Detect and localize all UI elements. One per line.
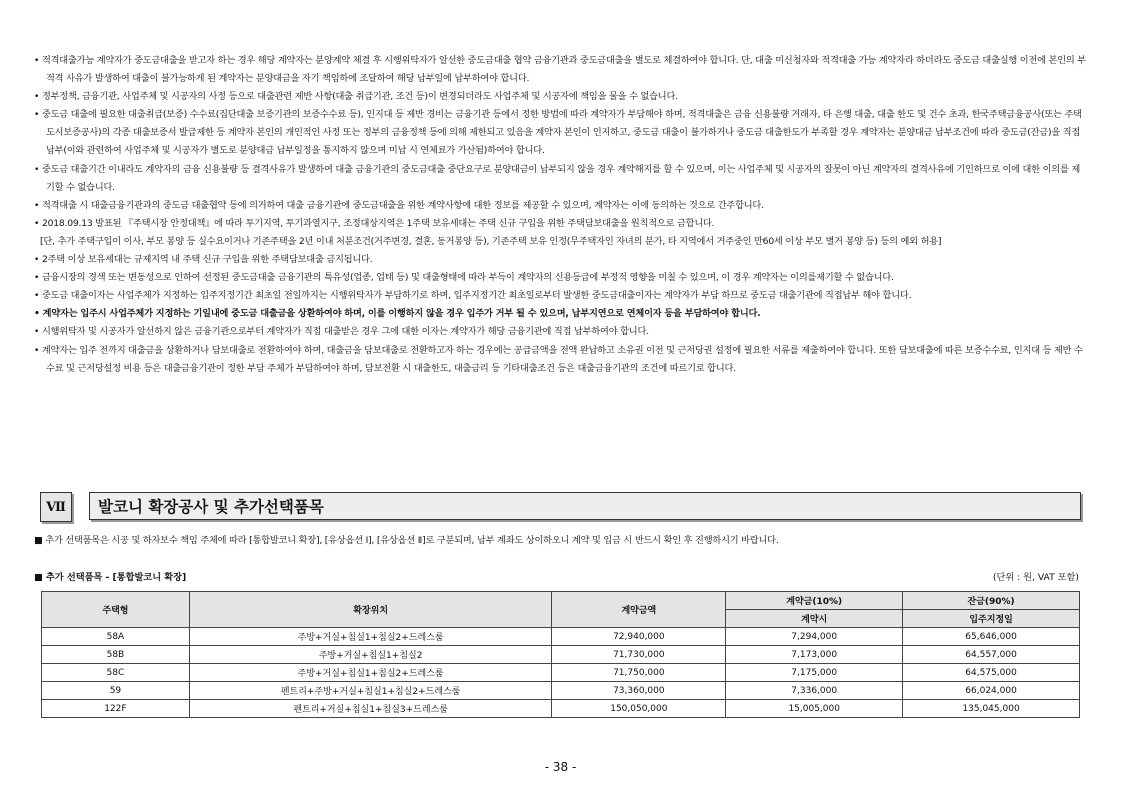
col-header-type: 주택형 bbox=[42, 592, 190, 628]
unit-label: (단위 : 원, VAT 포함) bbox=[992, 572, 1079, 583]
table-cell: 71,730,000 bbox=[552, 646, 726, 664]
table-cell: 7,173,000 bbox=[726, 646, 903, 664]
col-subheader-deposit: 계약시 bbox=[726, 610, 903, 628]
notice-item: • 시행위탁자 및 시공자가 알선하지 않은 금융기관으로부터 계약자가 직접 대출받은 경우 그에 대한 이자는 계약자가 해당 금융기관에 직접 납부하여야 합니다. bbox=[34, 326, 649, 338]
notice-item: • 2주택 이상 보유세대는 규제지역 내 주택 신규 구입을 위한 주택담보대출 금지됩니다. bbox=[34, 254, 373, 266]
notice-item: • 계약자는 입주 전까지 대출금을 상환하거나 담보대출로 전환하여야 하며, 대출금을 담보대출로 전환하고자 하는 경우에는 공급금액을 전액 완납하고 소유권 이전 및 근저당권 설정에 필요한 서류를 제출하여야 합니다. 또한 담보대출에 따른 보증수수료, 인지대 등 제반 수수료 및 근저당설정 비용 등은 대출금융기관이 정한 부담 주체가 부담하여야 하며, 담보전환 시 대출한도, 대출금리 등 기타대출조건 등은 대출금융기관의 조건에 따르기로 합니다. bbox=[34, 344, 1083, 374]
table-cell: 58A bbox=[42, 628, 190, 646]
notice-item-emphasis: • 계약자는 입주시 사업주체가 지정하는 기일내에 중도금 대출금을 상환하여야 하며, 이를 이행하지 않을 경우 입주가 거부 될 수 있으며, 납부지연으로 연체이자 등을 부담하여야 합니다. bbox=[34, 308, 761, 320]
table-cell: 58B bbox=[42, 646, 190, 664]
notice-item-exception: [단, 추가 주택구입이 이사, 부모 봉양 등 실수요이거나 기존주택을 2년 이내 처분조건(거주변경, 결혼, 동거봉양 등), 기존주택 보유 인정(무주택자인 자녀의 분가, 타 지역에서 거주중인 만60세 이상 부모 별거 봉양 등) 등의 예외 허용] bbox=[40, 235, 942, 247]
notice-item: • 적격대출 시 대출금융기관과의 중도금 대출협약 등에 의거하여 대출 금융기관에 중도금대출을 위한 계약사항에 대한 정보를 제공할 수 있으며, 계약자는 이에 동의하는 것으로 간주합니다. bbox=[34, 199, 764, 211]
table-row bbox=[42, 700, 1080, 718]
table-cell: 64,575,000 bbox=[903, 664, 1080, 682]
col-header-location: 확장위치 bbox=[189, 592, 552, 628]
notice-item: • 2018.09.13 발표된 『주택시장 안정대책』에 따라 투기지역, 투기과열지구, 조정대상지역은 1주택 보유세대는 주택 신규 구입을 위한 주택담보대출을 원칙적으로 금합니다. bbox=[34, 217, 715, 229]
table-cell: 122F bbox=[42, 700, 190, 718]
table-cell: 135,045,000 bbox=[903, 700, 1080, 718]
table-cell: 73,360,000 bbox=[552, 682, 726, 700]
table-cell: 7,175,000 bbox=[726, 664, 903, 682]
notice-item: • 적격대출가능 계약자가 중도금대출을 받고자 하는 경우 해당 계약자는 분양계약 체결 후 시행위탁자가 알선한 중도금대출 협약 금융기관과 중도금대출을 별도로 체결하여야 합니다. 단, 대출 미신청자와 적격대출 가능 계약자라 하더라도 중도금 대출실행 이전에 본인의 부적격 사유가 발생하여 대출이 불가능하게 된 계약자는 분양대금을 자기 책임하에 조달하여 해당 납부일에 납부하여야 합니다. bbox=[34, 55, 1086, 85]
section-header bbox=[40, 492, 1083, 522]
table-cell: 64,557,000 bbox=[903, 646, 1080, 664]
balcony-price-table bbox=[41, 591, 1080, 718]
col-header-deposit: 계약금(10%) bbox=[726, 592, 903, 610]
table-cell: 72,940,000 bbox=[552, 628, 726, 646]
notice-item: • 중도금 대출에 필요한 대출취급(보증) 수수료(집단대출 보증기관의 보증수수료 등), 인지대 등 제반 경비는 금융기관 등에서 정한 방법에 따라 계약자가 부담해야 하며, 적격대출은 금융 신용불량 거래자, 타 은행 대출, 대출 한도 및 건수 초과, 한국주택금융공사(또는 주택도시보증공사)의 각종 대출보증서 발급제한 등 계약자 본인의 개인적인 사정 또는 정부의 금융정책 등에 의해 제한되고 있음을 계약자 본인이 인지하고, 중도금 대출이 불가하거나 중도금 대출한도가 부족할 경우 계약자는 분양대금 납부조건에 따라 중도금(잔금)을 직접 납부(이와 관련하여 사업주체 및 시공자가 별도로 분양대금 납부일정을 통지하지 않으며 미납 시 연체료가 가산됨)하여야 합니다. bbox=[34, 109, 1082, 157]
table-cell: 주방+거실+침실1+침실2+드레스룸 bbox=[189, 664, 552, 682]
col-header-balance: 잔금(90%) bbox=[903, 592, 1080, 610]
table-cell: 7,294,000 bbox=[726, 628, 903, 646]
table-cell: 주방+거실+침실1+침실2 bbox=[189, 646, 552, 664]
table-cell: 58C bbox=[42, 664, 190, 682]
table-cell: 7,336,000 bbox=[726, 682, 903, 700]
notice-item: • 정부정책, 금융기관, 사업주체 및 시공자의 사정 등으로 대출관련 제반 사항(대출 취급기관, 조건 등)이 변경되더라도 사업주체 및 시공자에 책임을 물을 수 없습니다. bbox=[34, 91, 678, 103]
section-number: Ⅶ bbox=[40, 492, 72, 522]
table-row bbox=[42, 664, 1080, 682]
table-cell: 15,005,000 bbox=[726, 700, 903, 718]
table-cell: 65,646,000 bbox=[903, 628, 1080, 646]
table-row bbox=[42, 646, 1080, 664]
table-cell: 150,050,000 bbox=[552, 700, 726, 718]
notice-item: • 중도금 대출기간 이내라도 계약자의 금융 신용불량 등 결격사유가 발생하여 대출 금융기관의 중도금대출 중단요구로 분양대금이 납부되지 않을 경우 계약해지를 할 수 있으며, 이는 사업주체 및 시공자의 잘못이 아닌 계약자의 결격사유에 기인하므로 이에 대한 이의를 제기할 수 없습니다. bbox=[34, 163, 1081, 193]
notice-item: • 중도금 대출이자는 사업주체가 지정하는 입주지정기간 최초일 전일까지는 시행위탁자가 부담하기로 하며, 입주지정기간 최초일로부터 발생한 중도금대출이자는 계약자가 부담 하므로 중도금 대출기관에 직접납부 해야 합니다. bbox=[34, 290, 912, 302]
table-cell: 66,024,000 bbox=[903, 682, 1080, 700]
col-subheader-balance: 입주지정일 bbox=[903, 610, 1080, 628]
table-row bbox=[42, 682, 1080, 700]
table-cell: 주방+거실+침실1+침실2+드레스룸 bbox=[189, 628, 552, 646]
page-number: - 38 - bbox=[544, 760, 577, 774]
notice-list bbox=[34, 52, 1088, 378]
table-cell: 71,750,000 bbox=[552, 664, 726, 682]
option-note: ■ 추가 선택품목은 시공 및 하자보수 책임 주체에 따라 [통합발코니 확장], [유상옵션 Ⅰ], [유상옵션 Ⅱ]로 구분되며, 납부 계좌도 상이하오니 계약 및 입금 시 반드시 확인 후 진행하시기 바랍니다. bbox=[34, 535, 779, 546]
table-cell: 펜트리+거실+침실1+침실3+드레스룸 bbox=[189, 700, 552, 718]
table-cell: 59 bbox=[42, 682, 190, 700]
table-row bbox=[42, 628, 1080, 646]
col-header-amount: 계약금액 bbox=[552, 592, 726, 628]
section-title: 발코니 확장공사 및 추가선택품목 bbox=[89, 492, 1081, 520]
table-cell: 펜트리+주방+거실+침실1+침실2+드레스룸 bbox=[189, 682, 552, 700]
table-subtitle: ■ 추가 선택품목 - [통합발코니 확장] bbox=[34, 572, 187, 583]
notice-item: • 금융시장의 경색 또는 변동성으로 인하여 선정된 중도금대출 금융기관의 특유성(업종, 업태 등) 및 대출형태에 따라 부득이 계약자의 신용등급에 부정적 영향을 미칠 수 있으며, 이 경우 계약자는 이의를제기할 수 없습니다. bbox=[34, 272, 894, 284]
